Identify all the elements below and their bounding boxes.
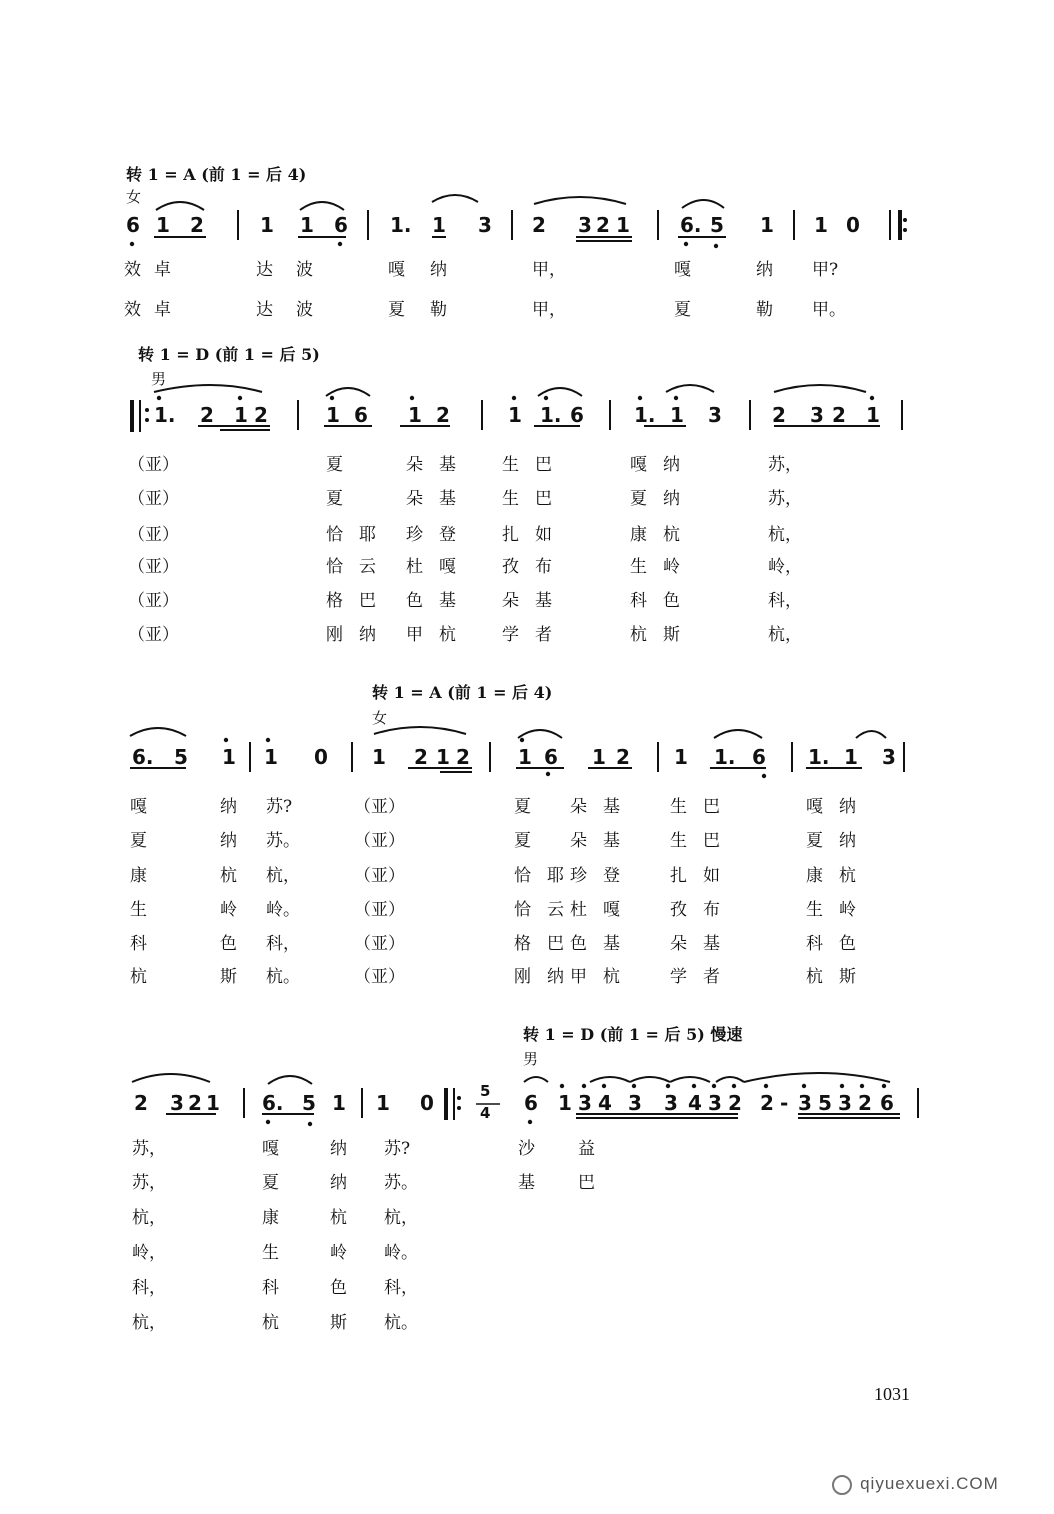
lyric-word: 杭 <box>130 967 147 987</box>
note: 1. <box>634 403 656 427</box>
lyric-word: 杭 <box>262 1313 279 1333</box>
lyric-word: 扎如 <box>502 525 568 545</box>
lyric-word: 甲， <box>532 300 566 320</box>
note: 2 <box>254 403 268 427</box>
note: 5 <box>302 1091 316 1115</box>
note: 1 <box>376 1091 390 1115</box>
lyric-word: 益 <box>578 1139 595 1159</box>
note: 1. <box>390 213 412 237</box>
note: 6 <box>752 745 766 769</box>
voice-label-female-2: 女 <box>372 709 388 727</box>
note: 5 <box>818 1091 832 1115</box>
lyric-word: 学者 <box>502 625 568 645</box>
note: 1 <box>814 213 828 237</box>
lyric-word: 甲? <box>812 260 839 280</box>
lyric-word: 嘎 <box>130 797 147 817</box>
lyric-word: 生巴 <box>502 489 568 509</box>
lyric-word: 甲杭 <box>406 625 472 645</box>
note: 1 <box>558 1091 572 1115</box>
lyric-word: 斯 <box>330 1313 347 1333</box>
lyric-word: 纳 <box>330 1173 347 1193</box>
lyric-word: 甲， <box>532 260 566 280</box>
lyric-word: 卓 <box>154 300 171 320</box>
lyric-word: 杭， <box>266 866 300 886</box>
note: 2 <box>858 1091 872 1115</box>
note: 1 <box>156 213 170 237</box>
note: 2 <box>188 1091 202 1115</box>
note: 1. <box>540 403 562 427</box>
lyric-word: 夏 <box>514 797 531 817</box>
lyric-word: 生巴 <box>502 455 568 475</box>
lyric-word: 杭斯 <box>806 967 872 987</box>
lyric-word: （亚） <box>128 525 179 545</box>
key-change-3: 转 1 = A (前 1 = 后 4) <box>372 683 553 702</box>
lyric-word: （亚） <box>128 591 179 611</box>
note: 1. <box>154 403 176 427</box>
note: 3 <box>478 213 492 237</box>
note: 6. <box>680 213 702 237</box>
lyric-word: 岭。 <box>384 1243 418 1263</box>
lyric-word: 甲。 <box>812 300 846 320</box>
watermark-icon <box>832 1475 852 1495</box>
note: 1 <box>408 403 422 427</box>
lyric-word: 夏 <box>130 831 147 851</box>
note: 2 <box>832 403 846 427</box>
lyric-word: 康杭 <box>630 525 696 545</box>
lyric-word: 苏， <box>132 1139 166 1159</box>
lyric-word: 朵基 <box>670 934 736 954</box>
lyric-word: 朵基 <box>406 455 472 475</box>
lyric-word: 嘎纳 <box>630 455 696 475</box>
lyric-word: 斯 <box>220 967 237 987</box>
lyric-word: 格巴 <box>514 934 580 954</box>
note: 3 <box>882 745 896 769</box>
notation-line-4 <box>110 1068 930 1132</box>
lyric-word: 苏， <box>132 1173 166 1193</box>
note: 1 <box>592 745 606 769</box>
lyric-word: 效 <box>124 300 141 320</box>
lyric-word: 苏。 <box>384 1173 418 1193</box>
note: 2 <box>760 1091 774 1115</box>
lyric-word: 朵基 <box>570 797 636 817</box>
lyric-word: 纳 <box>330 1139 347 1159</box>
note: 2 <box>772 403 786 427</box>
time-signature-top: 5 <box>480 1082 491 1100</box>
note: 1 <box>518 745 532 769</box>
note: 2 <box>728 1091 742 1115</box>
note: 1 <box>844 745 858 769</box>
lyric-word: 夏纳 <box>806 831 872 851</box>
lyric-word: 纳 <box>756 260 773 280</box>
note: 6 <box>524 1091 538 1115</box>
note: 1 <box>206 1091 220 1115</box>
lyric-word: 夏 <box>674 300 691 320</box>
lyric-word: 珍登 <box>406 525 472 545</box>
key-change-4: 转 1 = D (前 1 = 后 5) 慢速 <box>523 1025 743 1044</box>
lyric-word: 科色 <box>806 934 872 954</box>
note: 1. <box>714 745 736 769</box>
lyric-word: 科， <box>768 591 802 611</box>
note: 3 <box>628 1091 642 1115</box>
lyric-word: 夏纳 <box>630 489 696 509</box>
note: 2 <box>532 213 546 237</box>
lyric-word: 夏 <box>388 300 405 320</box>
lyric-word: 杭， <box>768 625 802 645</box>
lyric-word: 杭， <box>768 525 802 545</box>
lyric-word: 科， <box>384 1278 418 1298</box>
lyric-word: （亚） <box>354 797 405 817</box>
lyric-word: 生岭 <box>630 557 696 577</box>
lyric-word: 科 <box>130 934 147 954</box>
lyric-word: 色 <box>330 1278 347 1298</box>
voice-label-male-1: 男 <box>151 370 167 388</box>
note: 2 <box>456 745 470 769</box>
lyric-word: 生 <box>262 1243 279 1263</box>
note: 6. <box>132 745 154 769</box>
lyric-word: 科， <box>132 1278 166 1298</box>
lyric-word: 岭， <box>768 557 802 577</box>
lyric-word: 刚纳 <box>326 625 392 645</box>
lyric-word: 杭。 <box>384 1313 418 1333</box>
note: 1 <box>760 213 774 237</box>
lyric-word: 苏。 <box>266 831 300 851</box>
lyric-word: 杭 <box>330 1208 347 1228</box>
lyric-word: 康 <box>262 1208 279 1228</box>
note: 1 <box>332 1091 346 1115</box>
notation-line-1 <box>110 190 920 250</box>
note: 6 <box>334 213 348 237</box>
note: 3 <box>578 1091 592 1115</box>
note: 5 <box>174 745 188 769</box>
note: 1 <box>436 745 450 769</box>
lyric-word: （亚） <box>354 900 405 920</box>
lyric-word: （亚） <box>128 489 179 509</box>
lyric-word: 效 <box>124 260 141 280</box>
lyric-word: 嘎 <box>674 260 691 280</box>
lyric-word: 嘎纳 <box>806 797 872 817</box>
lyric-word: 刚纳 <box>514 967 580 987</box>
lyric-word: 生 <box>130 900 147 920</box>
note: 5 <box>710 213 724 237</box>
lyric-word: 勒 <box>756 300 773 320</box>
page-number: 1031 <box>874 1384 910 1404</box>
note: 1 <box>326 403 340 427</box>
lyric-word: 恰云 <box>326 557 392 577</box>
lyric-word: 格巴 <box>326 591 392 611</box>
lyric-word: 色 <box>220 934 237 954</box>
note: 3 <box>798 1091 812 1115</box>
lyric-word: 夏 <box>514 831 531 851</box>
note: 2 <box>414 745 428 769</box>
note: 1. <box>808 745 830 769</box>
time-signature-bottom: 4 <box>480 1104 491 1122</box>
note: 1 <box>372 745 386 769</box>
lyric-word: 珍登 <box>570 866 636 886</box>
notation-line-3 <box>110 722 920 782</box>
lyric-word: 苏? <box>266 797 293 817</box>
lyric-word: 学者 <box>670 967 736 987</box>
note: 3 <box>664 1091 678 1115</box>
lyric-word: 科 <box>262 1278 279 1298</box>
note: 6 <box>126 213 140 237</box>
lyric-word: 朵基 <box>502 591 568 611</box>
lyric-word: 苏， <box>768 489 802 509</box>
lyric-word: 波 <box>296 300 313 320</box>
lyric-word: （亚） <box>354 866 405 886</box>
note: 6 <box>880 1091 894 1115</box>
lyric-word: 生巴 <box>670 797 736 817</box>
lyric-word: 杭， <box>132 1313 166 1333</box>
note: 1 <box>264 745 278 769</box>
note: 1 <box>300 213 314 237</box>
lyric-word: 杭， <box>132 1208 166 1228</box>
lyric-word: 杭 <box>220 866 237 886</box>
note: 2 <box>190 213 204 237</box>
lyric-word: 杜嘎 <box>406 557 472 577</box>
lyric-word: 基 <box>518 1173 535 1193</box>
lyric-word: 纳 <box>220 831 237 851</box>
lyric-word: 恰云 <box>514 900 580 920</box>
lyric-word: 纳 <box>220 797 237 817</box>
lyric-word: 夏 <box>326 455 343 475</box>
key-change-2: 转 1 = D (前 1 = 后 5) <box>138 345 320 364</box>
lyric-word: 嘎 <box>262 1139 279 1159</box>
lyric-word: 纳 <box>430 260 447 280</box>
voice-label-female-1: 女 <box>126 188 142 206</box>
lyric-word: 杭， <box>384 1208 418 1228</box>
lyric-word: 杭斯 <box>630 625 696 645</box>
lyric-word: 孜布 <box>670 900 736 920</box>
lyric-word: 康杭 <box>806 866 872 886</box>
note: 1 <box>432 213 446 237</box>
note: 3 <box>810 403 824 427</box>
lyric-word: 甲杭 <box>570 967 636 987</box>
lyric-word: （亚） <box>128 625 179 645</box>
lyric-word: 岭。 <box>266 900 300 920</box>
note: 2 <box>616 745 630 769</box>
lyric-word: 扎如 <box>670 866 736 886</box>
note: 6 <box>544 745 558 769</box>
lyric-word: 岭 <box>220 900 237 920</box>
notation-line-2 <box>110 380 920 440</box>
lyric-word: 孜布 <box>502 557 568 577</box>
note: 3 <box>170 1091 184 1115</box>
lyric-word: 卓 <box>154 260 171 280</box>
note: 1 <box>616 213 630 237</box>
note: 1 <box>234 403 248 427</box>
lyric-word: 夏 <box>326 489 343 509</box>
lyric-word: （亚） <box>354 967 405 987</box>
lyric-word: （亚） <box>354 831 405 851</box>
note: 1 <box>222 745 236 769</box>
lyric-word: 沙 <box>518 1139 535 1159</box>
note: 6. <box>262 1091 284 1115</box>
note: 0 <box>420 1091 434 1115</box>
note: 2 <box>436 403 450 427</box>
note: 4 <box>688 1091 702 1115</box>
note: 0 <box>314 745 328 769</box>
lyric-word: 达 <box>256 300 273 320</box>
note: 2 <box>596 213 610 237</box>
lyric-word: 波 <box>296 260 313 280</box>
lyric-word: 生巴 <box>670 831 736 851</box>
note: 2 <box>200 403 214 427</box>
note: 0 <box>846 213 860 237</box>
note: 1 <box>674 745 688 769</box>
note: 2 <box>134 1091 148 1115</box>
note: 6 <box>354 403 368 427</box>
lyric-word: 康 <box>130 866 147 886</box>
watermark-text: qiyuexuexi.COM <box>860 1474 999 1493</box>
note: 1 <box>508 403 522 427</box>
lyric-word: 杭。 <box>266 967 300 987</box>
note: 1 <box>866 403 880 427</box>
lyric-word: 杜嘎 <box>570 900 636 920</box>
lyric-word: 苏， <box>768 455 802 475</box>
note: 1 <box>670 403 684 427</box>
note: 3 <box>708 1091 722 1115</box>
lyric-word: 夏 <box>262 1173 279 1193</box>
lyric-word: 科色 <box>630 591 696 611</box>
lyric-word: 苏? <box>384 1139 411 1159</box>
lyric-word: 岭， <box>132 1243 166 1263</box>
lyric-word: 巴 <box>578 1173 595 1193</box>
lyric-word: 岭 <box>330 1243 347 1263</box>
note: - <box>780 1091 789 1115</box>
lyric-word: 色基 <box>406 591 472 611</box>
lyric-word: 恰耶 <box>326 525 392 545</box>
lyric-word: 朵基 <box>570 831 636 851</box>
lyric-word: （亚） <box>128 557 179 577</box>
key-change-1: 转 1 = A (前 1 = 后 4) <box>126 165 307 184</box>
lyric-word: 色基 <box>570 934 636 954</box>
lyric-word: 勒 <box>430 300 447 320</box>
note: 1 <box>260 213 274 237</box>
lyric-word: 朵基 <box>406 489 472 509</box>
note: 4 <box>598 1091 612 1115</box>
note: 6 <box>570 403 584 427</box>
lyric-word: 科， <box>266 934 300 954</box>
lyric-word: （亚） <box>128 455 179 475</box>
watermark <box>832 1474 999 1495</box>
voice-label-male-2: 男 <box>523 1050 539 1068</box>
note: 3 <box>838 1091 852 1115</box>
lyric-word: 恰耶 <box>514 866 580 886</box>
lyric-word: 嘎 <box>388 260 405 280</box>
note: 3 <box>578 213 592 237</box>
lyric-word: 达 <box>256 260 273 280</box>
lyric-word: 生岭 <box>806 900 872 920</box>
lyric-word: （亚） <box>354 934 405 954</box>
note: 3 <box>708 403 722 427</box>
